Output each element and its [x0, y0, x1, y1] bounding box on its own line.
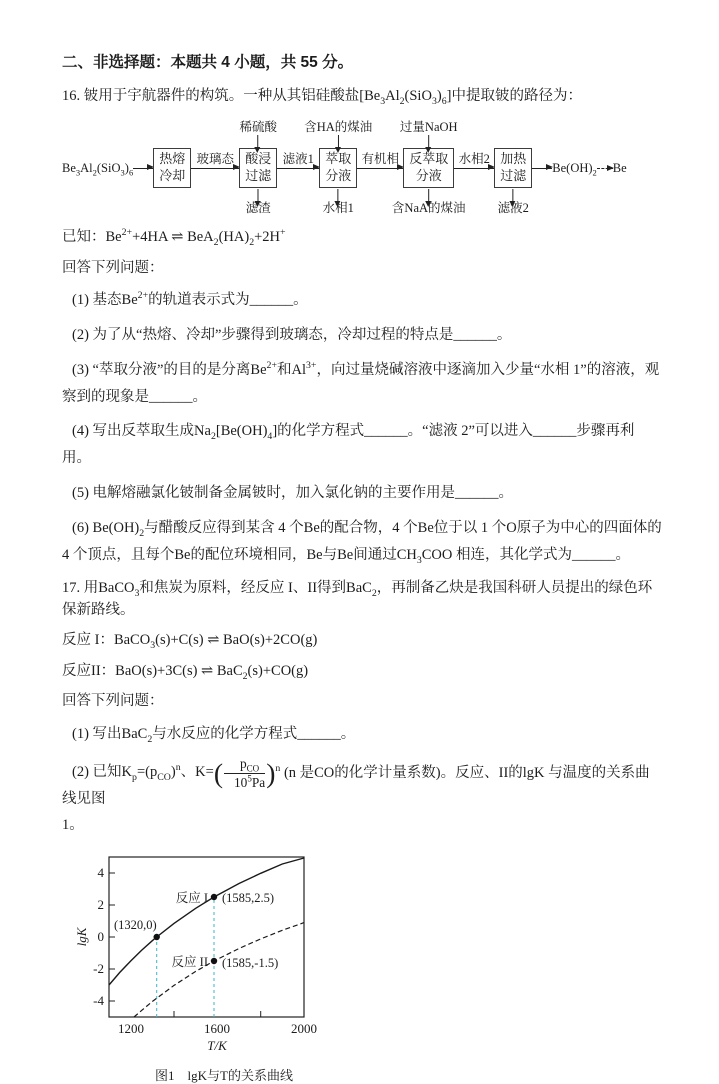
down-arrow-icon — [338, 189, 339, 201]
point-label-1320-0: (1320,0) — [114, 917, 157, 932]
y-tick: -2 — [93, 960, 104, 976]
flow-arrow-aqueous-phase2: 水相2 — [454, 168, 494, 169]
down-arrow-icon — [258, 189, 259, 201]
x-axis-label: T/K — [207, 1037, 227, 1053]
y-tick: 4 — [97, 864, 104, 880]
box-label: 萃取 — [325, 151, 352, 167]
process-flow-diagram — [62, 115, 663, 220]
flow-box-acid-leach — [239, 119, 277, 216]
flow-dashed-arrow — [597, 168, 613, 169]
q16-item-4: (4) 写出反萃取生成$Na_2[Be(OH)_4]$的化学方程式______。“滤液 2”可以进入______步骤再利用。 — [62, 423, 635, 467]
y-tick: 0 — [97, 928, 104, 944]
q17-reaction-1: 反应 I：BaCO$_3$(s)+C(s) ⇌ BaO(s)+2CO(g) — [62, 632, 318, 652]
q16-item-2: (2) 为了从“热熔、冷却”步骤得到玻璃态，冷却过程的特点是______。 — [72, 327, 512, 343]
q16-answer-prompt: 回答下列问题： — [62, 259, 164, 276]
pressure-fraction: $\frac{p_{CO}}{10^5Pa}$ — [224, 756, 265, 791]
point-label-1585--1.5: (1585,-1.5) — [222, 955, 279, 970]
x-tick: 1600 — [204, 1020, 230, 1036]
output-filter-residue: 滤渣 — [246, 189, 271, 217]
q17-answer-prompt: 回答下列问题： — [62, 693, 164, 710]
down-arrow-icon — [428, 189, 429, 201]
box-label: 分液 — [415, 168, 442, 184]
box-label: 冷却 — [159, 168, 186, 184]
flow-product-be: Be — [612, 160, 627, 175]
down-arrow-icon — [428, 135, 429, 147]
output-kerosene-NaA: 含NaA的煤油 — [392, 189, 466, 217]
x-tick: 2000 — [291, 1020, 317, 1036]
open-paren: ( — [213, 757, 223, 789]
flow-box-heat-filter — [494, 148, 532, 216]
q17-item2-suffix: (n 是CO的化学计量系数)。反应、II的lgK 与温度的关系曲线见图 — [62, 764, 650, 807]
x-tick: 1200 — [118, 1020, 144, 1036]
flow-arrow — [532, 168, 552, 169]
q17-intro: 17. 用BaCO$_3$和焦炭为原料，经反应 I、II得到BaC$_2$，再制备乙炔是我国科研人员提出的绿色环保新路线。 — [62, 579, 653, 618]
lgk-vs-t-plot — [74, 845, 374, 1058]
close-paren: ) — [266, 757, 276, 789]
box-label: 过滤 — [500, 168, 527, 184]
input-dilute-sulfuric-acid: 稀硫酸 — [239, 120, 277, 148]
flow-start-formula: $Be_3Al_2(SiO_3)_6$ — [62, 160, 134, 178]
q16-item-6: (6) $Be(OH)_2$与醋酸反应得到某含 4 个Be的配合物，4 个Be位于以 1 个O原子为中心的四面体的 4 个顶点，且每个Be的配位环境相同，Be与Be间通过$CH_3COO$ 相连，其化学式为______。 — [62, 519, 662, 566]
input-kerosene-HA: 含HA的煤油 — [304, 120, 372, 148]
q17-reaction-2: 反应II：BaO(s)+3C(s) ⇌ BaC$_2$(s)+CO(g) — [62, 662, 309, 682]
flow-arrow-filtrate1: 滤液1 — [277, 168, 319, 169]
flow-box-extract — [304, 119, 373, 216]
down-arrow-icon — [258, 135, 259, 147]
y-tick: -4 — [93, 992, 104, 1008]
output-filtrate2: 滤液2 — [498, 189, 529, 217]
box-label: 热熔 — [159, 151, 186, 167]
flow-arrow-glassy: 玻璃态 — [191, 168, 239, 169]
figure-1-chart — [74, 845, 374, 1084]
x-axis-ticks — [174, 1011, 261, 1017]
down-arrow-icon — [513, 189, 514, 201]
plot-border — [109, 857, 304, 1017]
section-title: 二、非选择题：本题共 4 小题，共 55 分。 — [62, 54, 354, 71]
flow-arrow — [133, 168, 153, 169]
down-arrow-icon — [338, 135, 339, 147]
point-label-1585-2.5: (1585,2.5) — [222, 890, 275, 905]
flow-product-beoh2: $Be(OH)_2$ — [552, 160, 597, 178]
box-label: 加热 — [500, 151, 527, 167]
flow-arrow-organic-phase: 有机相 — [357, 168, 403, 169]
y-tick: 2 — [97, 896, 104, 912]
q16-item-3: (3) “萃取分液”的目的是分离$Be^{2+}$和$Al^{3+}$，向过量烧碱溶液中逐滴加入少量“水相 1”的溶液，观察到的现象是______。 — [62, 359, 660, 405]
box-label: 过滤 — [245, 168, 272, 184]
y-axis-label: lgK — [74, 927, 89, 946]
flow-box-melt — [153, 148, 191, 188]
curve-label-reaction-II: 反应 II — [171, 954, 208, 969]
fraction-exponent: n — [275, 762, 281, 774]
q17-item-2 — [62, 756, 663, 808]
q17-item-2-cont: 1。 — [62, 817, 84, 834]
box-label: 酸浸 — [245, 151, 272, 167]
q16-item-5: (5) 电解熔融氯化铍制备金属铍时，加入氯化钠的主要作用是______。 — [72, 485, 514, 502]
flow-box-back-extract — [391, 119, 466, 216]
q17-item2-prefix: (2) 已知$K_p=(p_{CO})^n$、K= — [72, 762, 214, 784]
box-label: 分液 — [325, 168, 352, 184]
input-excess-NaOH: 过量NaOH — [400, 120, 458, 148]
figure-caption: 图1 lgK与T的关系曲线 — [155, 1067, 293, 1083]
output-aqueous-phase1: 水相1 — [323, 189, 354, 217]
q16-intro: 16. 铍用于宇航器件的构筑。一种从其铝硅酸盐$[Be_3Al_2(SiO_3)_6]$中提取铍的路径为： — [62, 88, 582, 107]
box-label: 反萃取 — [409, 151, 449, 167]
q17-item-1: (1) 写出BaC$_2$与水反应的化学方程式______。 — [72, 725, 356, 745]
curve-label-reaction-I: 反应 I — [175, 890, 208, 905]
q16-known: 已知：$Be^{2+}+4HA$ ⇌ $BeA_2(HA)_2+2H^+$ — [62, 227, 286, 249]
q16-item-1: (1) 基态$Be^{2+}$的轨道表示式为______。 — [72, 290, 308, 309]
